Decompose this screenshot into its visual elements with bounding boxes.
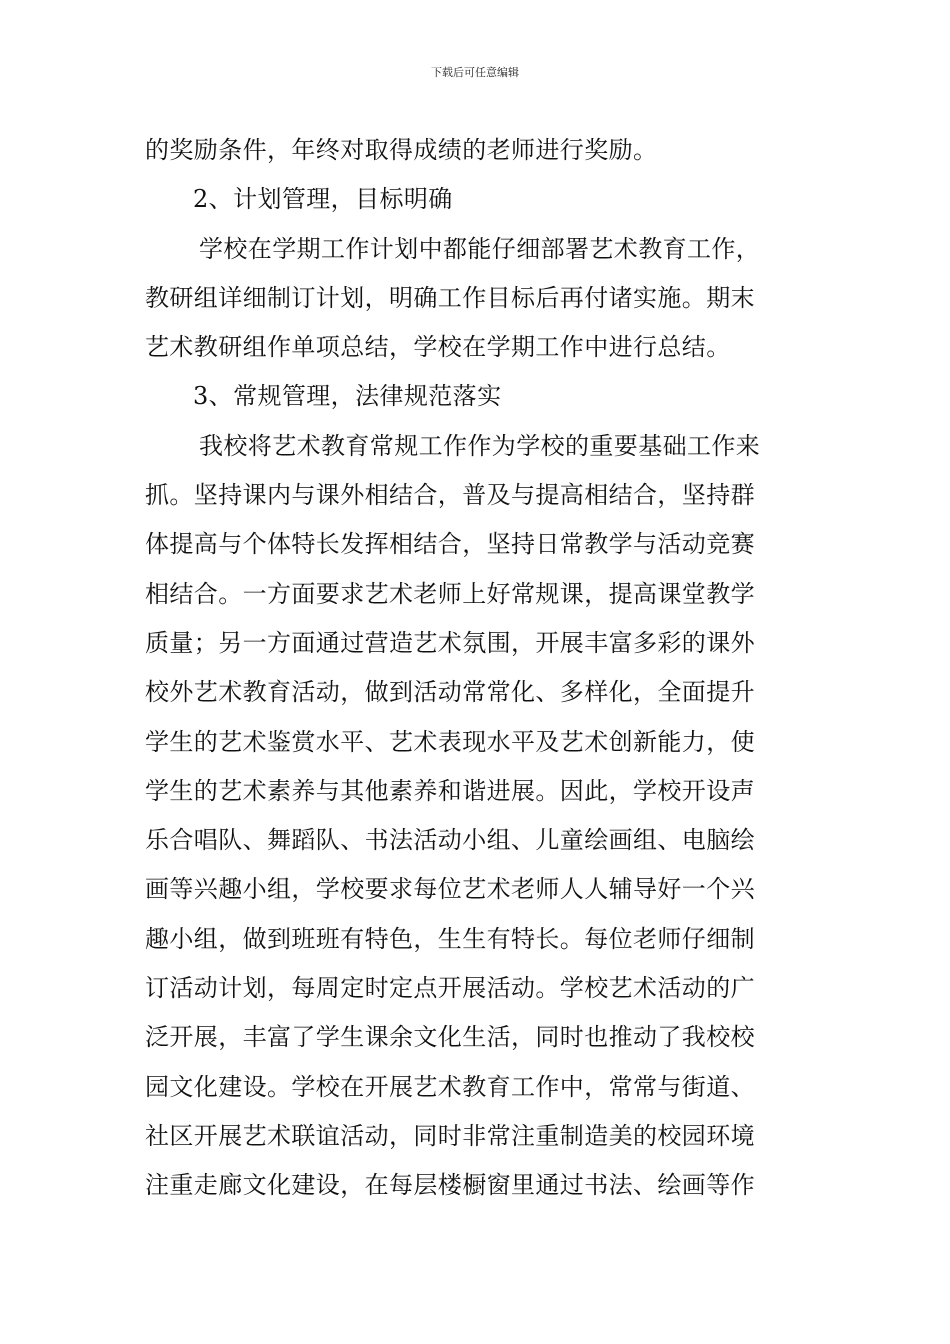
paragraph-line: 的奖励条件，年终对取得成绩的老师进行奖励。 bbox=[145, 136, 658, 164]
paragraph-line: 社区开展艺术联谊活动，同时非常注重制造美的校园环境 bbox=[145, 1121, 755, 1150]
paragraph-line: 相结合。一方面要求艺术老师上好常规课，提高课堂教学 bbox=[145, 579, 755, 608]
paragraph-line: 乐合唱队、舞蹈队、书法活动小组、儿童绘画组、电脑绘 bbox=[145, 826, 755, 855]
paragraph-line: 我校将艺术教育常规工作作为学校的重要基础工作来 bbox=[199, 431, 761, 460]
paragraph-line: 校外艺术教育活动，做到活动常常化、多样化，全面提升 bbox=[145, 678, 755, 707]
paragraph-line: 画等兴趣小组，学校要求每位艺术老师人人辅导好一个兴 bbox=[145, 875, 755, 904]
paragraph-line: 教研组详细制订计划，明确工作目标后再付诸实施。期末 bbox=[145, 283, 755, 312]
paragraph-line: 艺术教研组作单项总结，学校在学期工作中进行总结。 bbox=[145, 333, 731, 362]
paragraph-line: 趣小组，做到班班有特色，生生有特长。每位老师仔细制 bbox=[145, 924, 755, 953]
paragraph-line: 学生的艺术素养与其他素养和谐进展。因此，学校开设声 bbox=[145, 776, 755, 805]
page-header: 下载后可任意编辑 bbox=[431, 66, 519, 79]
paragraph-line: 学校在学期工作计划中都能仔细部署艺术教育工作， bbox=[199, 234, 761, 263]
paragraph-line: 注重走廊文化建设，在每层楼橱窗里通过书法、绘画等作 bbox=[145, 1171, 755, 1200]
paragraph-line: 订活动计划，每周定时定点开展活动。学校艺术活动的广 bbox=[145, 974, 755, 1003]
paragraph-line: 体提高与个体特长发挥相结合，坚持日常教学与活动竞赛 bbox=[145, 530, 755, 559]
paragraph-line: 泛开展，丰富了学生课余文化生活，同时也推动了我校校 bbox=[145, 1023, 755, 1052]
paragraph-line: 抓。坚持课内与课外相结合，普及与提高相结合，坚持群 bbox=[145, 481, 755, 510]
paragraph-line: 学生的艺术鉴赏水平、艺术表现水平及艺术创新能力，使 bbox=[145, 727, 755, 756]
paragraph-line: 园文化建设。学校在开展艺术教育工作中，常常与街道、 bbox=[145, 1072, 755, 1101]
section-heading: 3、常规管理，法律规范落实 bbox=[193, 382, 502, 411]
body-text bbox=[145, 126, 807, 1211]
section-heading: 2、计划管理，目标明确 bbox=[193, 185, 453, 214]
paragraph-line: 质量；另一方面通过营造艺术氛围，开展丰富多彩的课外 bbox=[145, 628, 755, 657]
